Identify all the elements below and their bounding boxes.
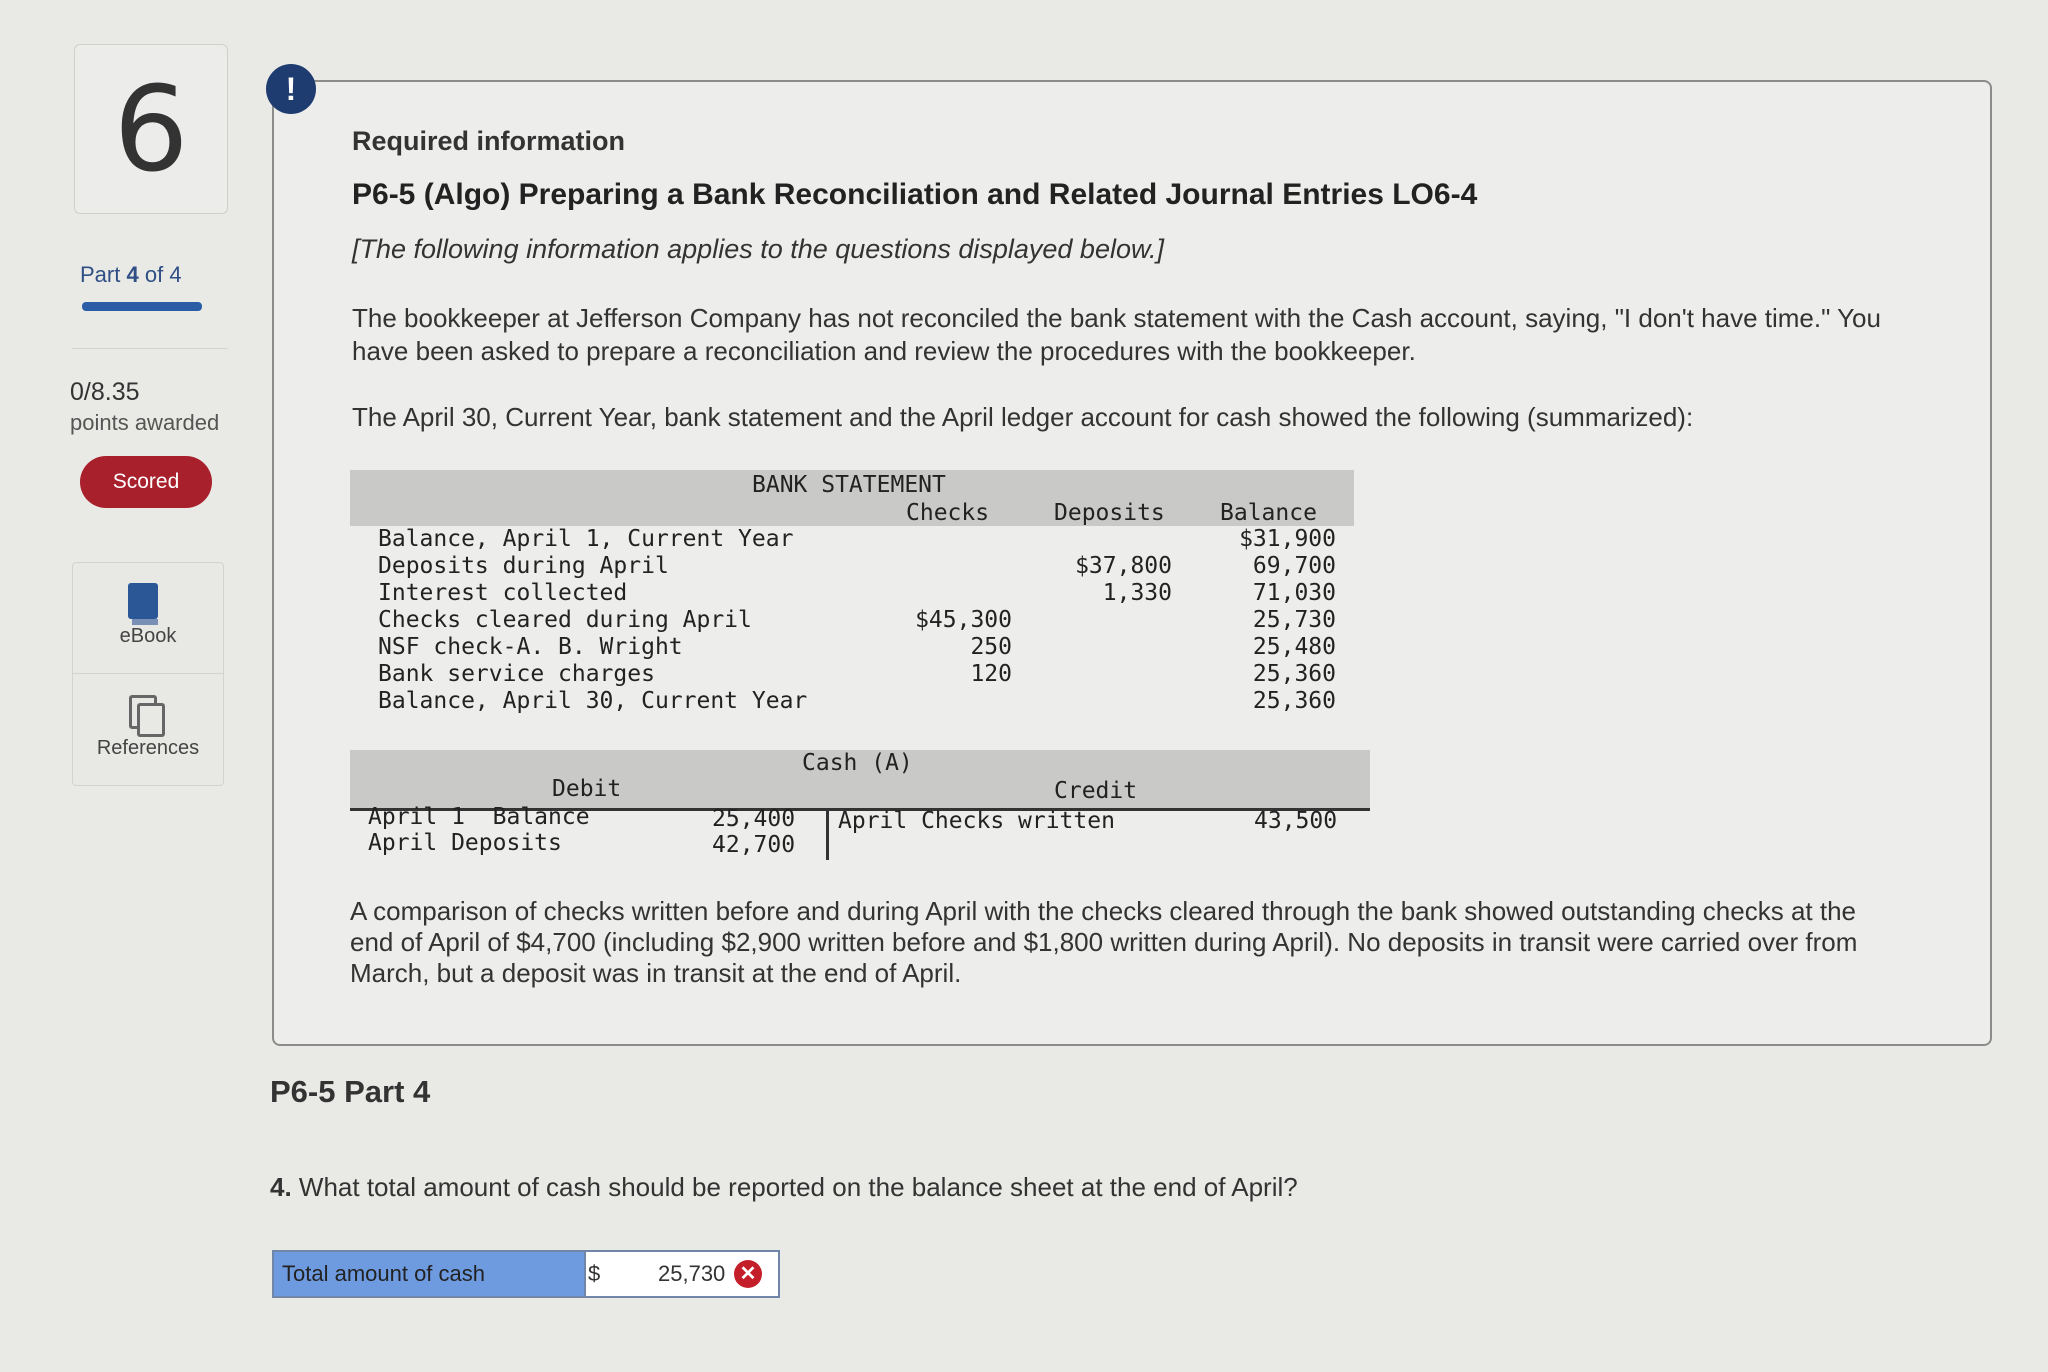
row-label: Balance, April 30, Current Year [378, 688, 808, 714]
part-prefix: Part [80, 262, 121, 287]
t-account-title: Cash (A) [802, 750, 913, 776]
part-progress-bar [82, 302, 202, 311]
answer-row [272, 1250, 780, 1298]
scored-badge: Scored [80, 456, 212, 508]
debit-label: April Deposits [368, 830, 562, 856]
row-checks: 250 [970, 634, 1012, 660]
row-checks: $45,300 [915, 607, 1012, 633]
debit-header: Debit [552, 776, 622, 802]
debit-amount: 25,400 [712, 806, 796, 832]
alert-icon: ! [266, 64, 316, 114]
row-label: Deposits during April [378, 553, 669, 579]
answer-divider [584, 1252, 586, 1296]
row-balance: 69,700 [1252, 553, 1336, 579]
row-balance: 25,480 [1252, 634, 1336, 660]
problem-subtitle: [The following information applies to the questions displayed below.] [352, 234, 1164, 264]
table-row [350, 607, 1354, 633]
row-checks: 120 [970, 661, 1012, 687]
row-balance: $31,900 [1239, 526, 1336, 552]
row-label: Balance, April 1, Current Year [378, 526, 794, 552]
row-deposits: 1,330 [1102, 580, 1172, 606]
table-row [350, 634, 1354, 660]
table-row [350, 526, 1354, 552]
checks-header: Checks [906, 500, 990, 526]
part-indicator [80, 262, 182, 288]
question-number: 6 [113, 60, 189, 198]
part-title: P6-5 Part 4 [270, 1074, 431, 1109]
cash-t-account [350, 750, 1370, 862]
intro-paragraph: The bookkeeper at Jefferson Company has not reconciled the bank statement with the Cash account, saying, "I don't have time." You have been asked to prepare a reconciliation and review the procedures with the bookkeeper. [352, 303, 1881, 366]
row-label: Bank service charges [378, 661, 655, 687]
tools-divider [73, 673, 223, 674]
balance-header: Balance [1220, 500, 1317, 526]
row-balance: 25,360 [1252, 661, 1336, 687]
points-label: points awarded [70, 410, 220, 435]
total-cash-input[interactable]: 25,730 [658, 1261, 726, 1286]
row-balance: 25,730 [1252, 607, 1336, 633]
copy-icon [129, 695, 159, 731]
table-row [350, 553, 1354, 579]
credit-amount: 43,500 [1254, 808, 1338, 834]
bank-statement-title: BANK STATEMENT [752, 472, 946, 498]
row-label: NSF check-A. B. Wright [378, 634, 683, 660]
deposits-header: Deposits [1054, 500, 1165, 526]
sidebar-divider [72, 348, 228, 349]
question-body: What total amount of cash should be reported on the balance sheet at the end of April? [298, 1172, 1298, 1202]
summary-paragraph: The April 30, Current Year, bank statement and the April ledger account for cash showed the following (summarized): [352, 402, 1694, 432]
references-label: References [96, 737, 200, 759]
table-row [350, 661, 1354, 687]
question-number-box [74, 44, 228, 214]
question-number-label: 4. [270, 1172, 292, 1202]
part-current: 4 [126, 262, 139, 287]
x-icon: ✕ [734, 1260, 762, 1288]
answer-label: Total amount of cash [274, 1252, 584, 1296]
bank-statement [350, 470, 1354, 718]
question-text [270, 1172, 1298, 1203]
row-balance: 71,030 [1252, 580, 1336, 606]
required-heading: Required information [352, 126, 626, 156]
t-account-vertical-line [826, 808, 829, 860]
comparison-paragraph: A comparison of checks written before and during April with the checks cleared through the bank showed outstanding checks at the end of April of $4,700 (including $2,900 written before and $1,800 written during April). No deposits in transit were carried over from March, but a deposit was in transit at the end of April. [350, 896, 1858, 988]
points-value: 0/8.35 [70, 378, 140, 406]
ebook-label: eBook [119, 625, 177, 647]
problem-title: P6-5 (Algo) Preparing a Bank Reconciliation and Related Journal Entries LO6-4 [352, 178, 1478, 211]
table-row [350, 580, 1354, 606]
debit-label: April 1 Balance [368, 804, 590, 830]
currency-symbol: $ [588, 1261, 601, 1286]
debit-amount: 42,700 [712, 832, 796, 858]
row-label: Interest collected [378, 580, 628, 606]
book-icon [128, 583, 158, 619]
part-suffix: of 4 [144, 262, 182, 287]
row-deposits: $37,800 [1075, 553, 1172, 579]
credit-header: Credit [1054, 778, 1138, 804]
row-label: Checks cleared during April [378, 607, 752, 633]
tools-panel [72, 562, 224, 786]
table-row [350, 688, 1354, 714]
row-balance: 25,360 [1252, 688, 1336, 714]
credit-label: April Checks written [838, 808, 1115, 834]
